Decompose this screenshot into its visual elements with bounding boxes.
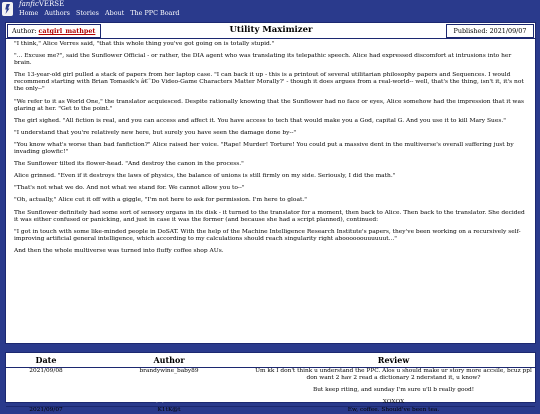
review-text	[252, 407, 535, 414]
col-author: Author	[86, 353, 252, 368]
review-text	[252, 368, 535, 407]
author-box	[7, 24, 101, 38]
review-row	[6, 407, 535, 414]
author-label: Author:	[12, 27, 36, 35]
story-paragraph: "That's not what we do. And not what we stand for. We cannot allow you to--"	[14, 185, 529, 192]
review-line: XOXOX	[255, 399, 532, 406]
nav-authors[interactable]: Authors	[44, 9, 70, 17]
nav-home[interactable]: Home	[19, 9, 38, 17]
review-author[interactable]: brandywine_baby89	[86, 368, 252, 407]
published-date: Published: 2021/09/07	[446, 24, 534, 38]
story-paragraph: Alice grinned. "Even if it destroys the laws of physics, the balance of unions is still firmly on my side. Seriously, I did the math."	[14, 173, 529, 180]
footer[interactable]: About the PPC Badfic Games Site Disclaimer --- (C) the PPC 2004-2021	[19, 398, 221, 404]
story-paragraph: The Sunflower definitely had some sort of sensory organs in its disk - it turned to the translator for a moment, then back to Alice. Then back to the translator. She decided it was either confused or panicking, and just in case it was the former (and because she had a script planned), continued:	[14, 210, 529, 224]
review-line: But keep riting, and sunday I'm sure u'll b really good!	[255, 387, 532, 394]
review-date: 2021/09/07	[6, 407, 86, 414]
main-nav	[19, 9, 184, 17]
site-header	[0, 0, 540, 19]
story-paragraph: "I understand that you're relatively new here, but surely you have seen the damage done by--"	[14, 130, 529, 137]
reviews-panel	[5, 352, 536, 403]
col-review: Review	[252, 353, 535, 368]
story-paragraph: The girl sighed. "All fiction is real, and you can access and affect it. You have access to tech that would make you a God, capital G. And you use it to kill Mary Sues."	[14, 118, 529, 125]
review-author[interactable]: K1tK@t	[86, 407, 252, 414]
story-titlebar	[6, 23, 535, 39]
logo-icon[interactable]	[2, 2, 13, 16]
story-paragraph: "You know what's worse than bad fanfiction?" Alice raised her voice. "Rape! Murder! Torture! You could put a massive dent in the multiverse's overall suffering just by invading glowfic!"	[14, 142, 529, 156]
site-title: fanficVERSE	[19, 0, 64, 8]
nav-stories[interactable]: Stories	[76, 9, 99, 17]
review-line: Ew, coffee. Should've been tea.	[255, 407, 532, 414]
story-paragraph: The 13-year-old girl pulled a stack of papers from her laptop case. "I can back it up - this is a printout of several utilitarian philosophy papers and Sequences. I would recommend starting with Brian Tomasik's â€˜Do Video-Game Characters Matter Morally?' - though it does argues from a real-world-- well, that's the thing, isn't it, it's not the only--"	[14, 72, 529, 93]
story-paragraph: "I got in touch with some like-minded people in DoSAT. With the help of the Machine Intelligence Research Institute's papers, they've been working on a recursively self-improving artificial general intelligence, which according to my calculations should reach singularity right aboooooouuuuuut..."	[14, 229, 529, 243]
story-title: Utility Maximizer	[106, 24, 436, 37]
nav-ppc-board[interactable]: The PPC Board	[130, 9, 179, 17]
review-line: Um kk I don't think u understand the PPC. Alos u should make ur story more accsile, bcuz ppl don want 2 hav 2 read a dictionary 2 nderstand it, u know?	[255, 368, 532, 382]
story-paragraph: "Oh, actually," Alice cut it off with a giggle, "I'm not here to ask for permission. I'm here to gloat."	[14, 197, 529, 204]
nav-about[interactable]: About	[105, 9, 124, 17]
story-paragraph: "... Excuse me?", said the Sunflower Official - or rather, the DIA agent who was translating its telepathic speech. Alice had expressed discomfort at intrusions into her brain.	[14, 53, 529, 67]
story-body	[14, 41, 529, 260]
story-panel	[5, 22, 536, 344]
story-paragraph: The Sunflower tilted its flower-head. "And destroy the canon in the process."	[14, 161, 529, 168]
story-paragraph: "We refer to it as World One," the translator acquiesced. Despite rationally knowing that the Sunflower had no face or eyes, Alice somehow had the impression that it was glaring at her. "Get to the point."	[14, 99, 529, 113]
story-paragraph: And then the whole multiverse was turned into fluffy coffee shop AUs.	[14, 248, 529, 255]
col-date: Date	[6, 353, 86, 368]
story-paragraph: "I think," Alice Verres said, "that this whole thing you've got going on is totally stupid."	[14, 41, 529, 48]
author-link[interactable]: catgirl_mathpet	[39, 27, 96, 35]
review-date: 2021/09/08	[6, 368, 86, 407]
